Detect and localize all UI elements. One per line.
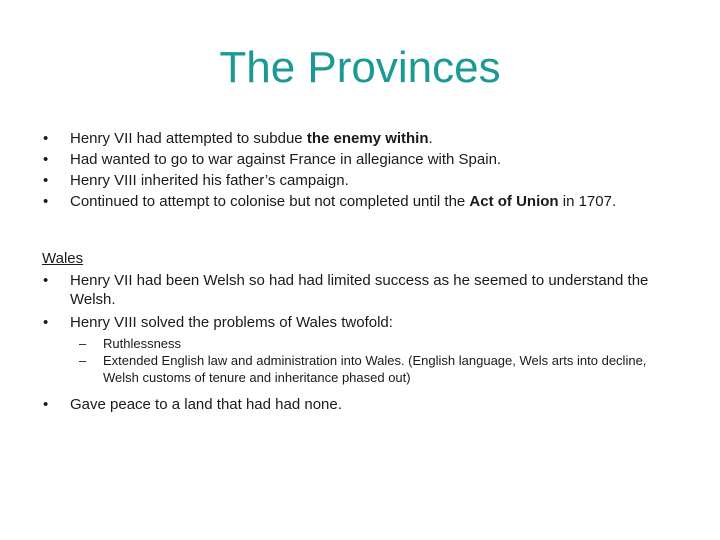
bullet-text: Continued to attempt to colonise but not completed until the: [70, 193, 470, 210]
sub-item-text: Ruthlessness: [103, 336, 182, 351]
bullet-item: [43, 394, 670, 415]
bullet-item: [43, 170, 690, 191]
bullet-item: [43, 149, 690, 170]
bullet-item: [43, 128, 690, 149]
sub-item-text: Extended English law and administration into Wales. (English language, Wels arts into decline, Welsh customs of tenure and inheritance phased out): [103, 353, 647, 385]
intro-bullet-list: [43, 128, 690, 212]
sub-item: [79, 335, 663, 352]
bullet-item: [43, 191, 690, 212]
bullet-text: .: [428, 130, 433, 147]
bullet-text: Gave peace to a land that had had none.: [70, 396, 342, 413]
dash-icon: –: [79, 336, 87, 351]
final-bullet-list: [43, 394, 670, 415]
bullet-icon: •: [43, 272, 49, 289]
wales-sub-list: [79, 335, 663, 386]
dash-icon: –: [79, 353, 87, 368]
bullet-text: in 1707.: [558, 193, 617, 210]
bullet-icon: •: [43, 396, 49, 413]
bullet-bold-text: the enemy within: [306, 130, 429, 147]
bullet-icon: •: [43, 130, 49, 147]
bullet-icon: •: [43, 193, 49, 210]
wales-bullet-list: [43, 271, 670, 336]
slide-title: The Provinces: [219, 43, 501, 92]
bullet-icon: •: [43, 151, 49, 168]
bullet-icon: •: [43, 172, 49, 189]
bullet-text: Henry VIII solved the problems of Wales twofold:: [70, 314, 393, 331]
bullet-text: Henry VII had attempted to subdue: [70, 130, 307, 147]
bullet-text: Henry VII had been Welsh so had had limited success as he seemed to understand the Welsh.: [70, 272, 649, 308]
bullet-bold-text: Act of Union: [469, 193, 559, 210]
bullet-item: [43, 313, 670, 332]
sub-item: [79, 352, 663, 386]
bullet-text: Had wanted to go to war against France in allegiance with Spain.: [70, 151, 502, 168]
wales-heading: Wales: [42, 250, 84, 267]
bullet-text: Henry VIII inherited his father’s campaign.: [70, 172, 349, 189]
bullet-icon: •: [43, 314, 49, 331]
bullet-item: [43, 271, 670, 309]
